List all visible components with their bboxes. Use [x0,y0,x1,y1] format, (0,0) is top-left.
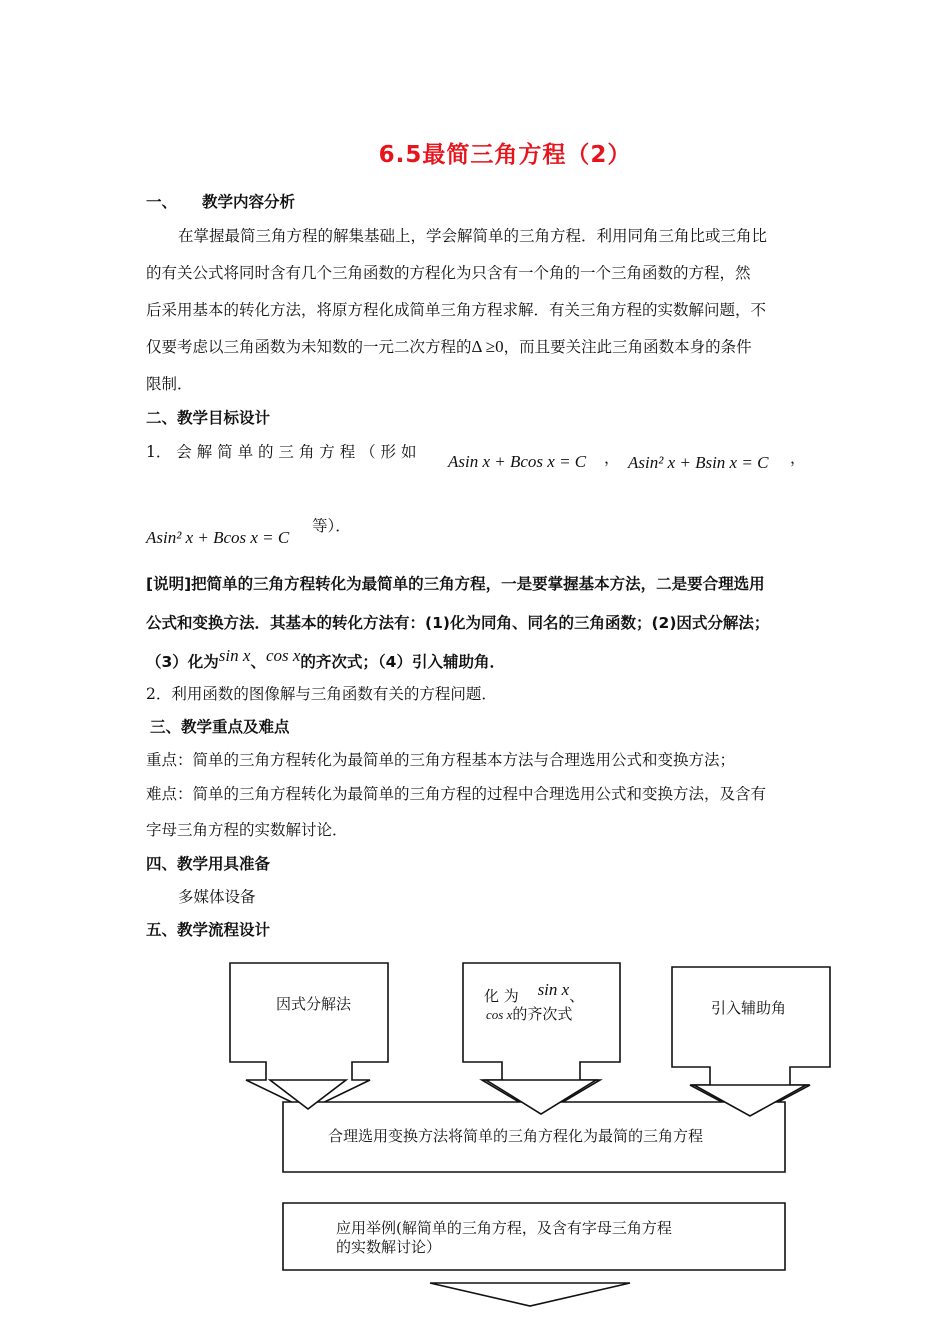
equation-2: Asin² x + Bsin x = C [628,453,769,472]
equation-1: Asin x + Bcos x = C [448,452,587,471]
page-title: 6.5最简三角方程（2） [378,142,632,168]
sec1-line-3: 后采用基本的转化方法，将原方程化成简单三角方程求解．有关三角方程的实数解问题，不 [146,301,767,319]
section-4-heading: 四、教学用具准备 [146,855,271,873]
note-line-3-a: （3）化为 [146,653,219,671]
sec1-line-1: 在掌握最简三角方程的解集基础上，学会解简单的三角方程．利用同角三角比或三角比 [178,227,768,245]
section-5-heading: 五、教学流程设计 [146,921,271,939]
delta-condition: Δ ≥0 [471,337,504,356]
note-sin: sin x [218,646,251,665]
flow-box-5-line-2: 的实数解讨论） [336,1238,442,1256]
equation-3: Asin² x + Bcos x = C [146,528,290,547]
sec1-line-2: 的有关公式将同时含有几个三角函数的方程化为只含有一个角的一个三角函数的方程，然 [146,264,751,282]
flow-box-1-label: 因式分解法 [276,995,352,1013]
section-2-heading: 二、教学目标设计 [146,409,271,427]
note-line-2: 公式和变换方法．其基本的转化方法有：(1)化为同角、同名的三角函数；(2)因式分解法； [146,614,770,632]
goal-1-suffix: 等）． [312,517,351,535]
section-3-heading: 三、教学重点及难点 [150,718,290,736]
section-1-heading: 教学内容分析 [202,193,296,211]
flow-box-2-suffix: 的齐次式 [512,1005,573,1023]
tools-text: 多媒体设备 [178,888,256,906]
flow-bottom-arrow [430,1283,630,1306]
eq-separator-2: ， [790,449,806,467]
flow-box-3-label: 引入辅助角 [711,999,787,1017]
note-line-3-sep: 、 [250,653,266,671]
flow-box-2-prefix: 化 为 [484,987,519,1005]
flow-box-2-cos: cos x [486,1007,513,1022]
sec1-line-6: 限制． [146,375,193,393]
flow-box-5-line-1: 应用举例(解简单的三角方程，及含有字母三角方程 [336,1219,672,1237]
goal-1-prefix: 1． 会 解 简 单 的 三 角 方 程 （ 形 如 [146,443,417,461]
key-point: 重点：简单的三角方程转化为最简单的三角方程基本方法与合理选用公式和变换方法； [146,751,736,769]
section-1-number: 一、 [146,193,178,211]
difficulty-line-2: 字母三角方程的实数解讨论． [146,821,348,839]
goal-2: 2．利用函数的图像解与三角函数有关的方程问题． [146,685,497,703]
flow-box-2-sin: sin x [537,980,570,999]
note-line-3-c: 的齐次式；（4）引入辅助角． [300,653,505,671]
flow-box-2-line-2 [486,1003,572,1024]
sec1-line-4-a: 仅要考虑以三角函数为未知数的一元二次方程的 [146,338,472,356]
flow-box-4-label: 合理选用变换方法将简单的三角方程化为最简的三角方程 [328,1127,704,1145]
eq-separator-1: ， [604,449,620,467]
note-cos: cos x [265,646,301,665]
difficulty-line-1: 难点：简单的三角方程转化为最简单的三角方程的过程中合理选用公式和变换方法，及含有 [146,785,767,803]
flow-box-2-sep: 、 [569,987,585,1005]
note-line-1: [说明]把简单的三角方程转化为最简单的三角方程，一是要掌握基本方法，二是要合理选用 [146,575,765,593]
sec1-line-4-b: ，而且要关注此三角函数本身的条件 [503,338,752,356]
